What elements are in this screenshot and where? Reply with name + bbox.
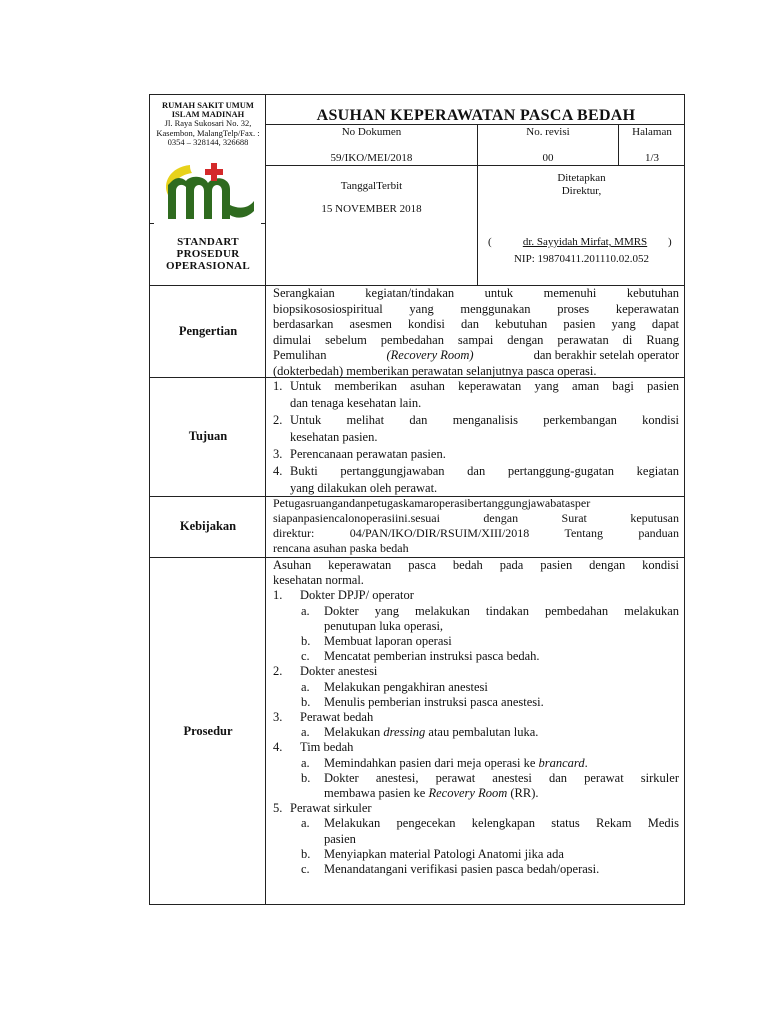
text-line: biopsikososiospiritual yang menggunakan proses keperawatan (273, 301, 679, 316)
text-line (273, 348, 679, 364)
text-line: Petugasruangandanpetugaskamaroperasibertanggungjawabatasper (273, 496, 591, 510)
text-fragment: (RR). (507, 786, 539, 801)
issue-date-value: 15 NOVEMBER 2018 (321, 203, 422, 215)
text-line: Dokter anestesi, perawat anestesi dan perawat sirkuler (324, 770, 679, 785)
doc-number-value: 59/IKO/MEI/2018 (330, 152, 413, 164)
text-fragment: membawa pasien ke (324, 786, 429, 801)
sub-item (273, 695, 679, 710)
text-line: Mencatat pemberian instruksi pasca bedah. (324, 649, 540, 664)
sop-document (149, 94, 685, 905)
text-line: (dokterbedah) memberikan perawatan selanjutnya pasca operasi. (273, 363, 597, 378)
director-paren-open: ( (488, 236, 492, 248)
group-title: Perawat bedah (300, 710, 374, 725)
procedure-group (273, 664, 679, 679)
list-number: 1. (273, 588, 283, 603)
row-divider (266, 165, 685, 166)
approved-role: Direktur, (561, 185, 602, 197)
sub-letter: a. (301, 603, 310, 618)
director-paren-close: ) (668, 236, 672, 248)
text-line: kesehatan normal. (273, 573, 364, 588)
hospital-address: Jl. Raya Sukosari No. 32, Kasembon, MalangTelp/Fax. : 0354 – 328144, 326688 (156, 118, 260, 147)
column-divider (265, 95, 266, 905)
group-title: Dokter anestesi (300, 664, 378, 679)
list-number: 3. (273, 710, 283, 725)
sop-label: STANDART PROSEDUR OPERASIONAL (166, 236, 250, 272)
list-number: 4. (273, 464, 283, 478)
page-value: 1/3 (644, 152, 660, 164)
text-line: Asuhan keperawatan pasca bedah pada pasien dengan kondisi (273, 558, 679, 572)
text-line: Menulis pemberian instruksi pasca anestesi. (324, 694, 544, 709)
sub-item (273, 847, 679, 862)
group-title: Perawat sirkuler (290, 801, 372, 816)
list-item (273, 463, 679, 497)
text-line: Membuat laporan operasi (324, 634, 452, 649)
section-content-kebijakan (273, 496, 679, 556)
list-number: 5. (273, 801, 283, 816)
sub-letter: b. (301, 634, 311, 649)
procedure-group (273, 710, 679, 725)
revision-value: 00 (542, 152, 554, 164)
group-title: Tim bedah (300, 740, 354, 755)
list-item (273, 446, 679, 463)
text-fragment: atau pembalutan luka. (425, 725, 539, 740)
section-content-tujuan (273, 378, 679, 497)
text-line (324, 725, 679, 740)
text-line: Perencanaan perawatan pasien. (290, 447, 446, 461)
text-line: Menyiapkan material Patologi Anatomi jika ada (324, 846, 564, 861)
text-fragment-italic: dressing (383, 725, 426, 740)
hospital-logo (160, 161, 260, 225)
list-number: 1. (273, 379, 283, 393)
text-line: Untuk melihat dan menganalisis perkembangan kondisi (290, 413, 679, 427)
section-content-prosedur (273, 558, 679, 877)
sub-letter: c. (301, 649, 310, 664)
logo-tick (150, 223, 154, 224)
sub-item (273, 862, 679, 877)
sub-letter: a. (301, 816, 310, 831)
section-label-tujuan: Tujuan (188, 429, 228, 443)
text-fragment-italic: (Recovery Room) (386, 348, 474, 362)
sub-item (273, 680, 679, 695)
list-number: 3. (273, 447, 283, 461)
sub-item (273, 649, 679, 664)
text-fragment: Melakukan (324, 725, 384, 740)
list-number: 4. (273, 740, 283, 755)
sub-item (273, 756, 679, 771)
text-fragment: . (584, 755, 588, 770)
text-line: berdasarkan asesmen kondisi dan kebutuhan pasien yang dapat (273, 317, 679, 331)
group-title: Dokter DPJP/ operator (300, 588, 414, 603)
doc-number-label: No Dokumen (341, 126, 402, 138)
sub-letter: c. (301, 862, 310, 877)
director-name: dr. Sayyidah Mirfat, MMRS (522, 236, 648, 248)
text-fragment: dan berakhir setelah operator (533, 348, 679, 362)
text-line: Menandatangani verifikasi pasien pasca bedah/operasi. (324, 862, 600, 877)
section-label-prosedur: Prosedur (183, 724, 233, 738)
sub-item (273, 771, 679, 801)
text-line: dan tenaga kesehatan lain. (290, 396, 422, 410)
procedure-group (273, 740, 679, 755)
text-line: pasien (324, 831, 356, 846)
text-line: Serangkaian kegiatan/tindakan untuk memenuhi kebutuhan (273, 286, 679, 300)
text-line: Untuk memberikan asuhan keperawatan yang aman bagi pasien (290, 379, 679, 393)
revision-label: No. revisi (526, 126, 570, 138)
list-number: 2. (273, 413, 283, 427)
text-line: Melakukan pengakhiran anestesi (324, 679, 488, 694)
section-content-pengertian (273, 286, 679, 379)
sub-item (273, 604, 679, 634)
text-line: direktur: 04/PAN/IKO/DIR/RSUIM/XIII/2018 Tentang panduan (273, 526, 679, 540)
text-line: kesehatan pasien. (290, 430, 378, 444)
sub-letter: a. (301, 755, 310, 770)
page-label: Halaman (632, 126, 672, 138)
text-fragment: Memindahkan pasien dari meja operasi ke (324, 755, 539, 770)
list-item (273, 412, 679, 446)
text-line: Melakukan pengecekan kelengkapan status Rekam Medis (324, 816, 679, 831)
sub-letter: b. (301, 846, 311, 861)
sub-letter: b. (301, 770, 311, 785)
director-nip: NIP: 19870411.201110.02.052 (513, 253, 650, 265)
section-label-pengertian: Pengertian (178, 324, 238, 338)
text-line: rencana asuhan paska bedah (273, 541, 409, 555)
sub-item (273, 816, 679, 846)
text-line: penutupan luka operasi, (324, 618, 444, 633)
sub-item (273, 634, 679, 649)
sub-letter: b. (301, 694, 311, 709)
text-line: Bukti pertanggungjawaban dan pertanggung-gugatan kegiatan (290, 464, 679, 478)
sub-letter: a. (301, 725, 310, 740)
text-line (324, 756, 679, 771)
hospital-name: RUMAH SAKIT UMUM ISLAM MADINAH (162, 100, 254, 119)
text-fragment: Pemulihan (273, 348, 327, 362)
text-fragment-italic: brancard (538, 755, 585, 770)
text-line (324, 786, 679, 801)
procedure-group (273, 801, 679, 816)
section-label-kebijakan: Kebijakan (179, 519, 237, 533)
text-line: siapanpasiencalonoperasiini.sesuai dengan Surat keputusan (273, 511, 679, 525)
text-line: dimulai sebelum pembedahan sampai dengan perawatan di Ruang (273, 332, 679, 347)
text-fragment-italic: Recovery Room (428, 786, 508, 801)
procedure-group (273, 588, 679, 603)
sub-item (273, 725, 679, 740)
document-title: ASUHAN KEPERAWATAN PASCA BEDAH (316, 107, 636, 124)
sub-letter: a. (301, 679, 310, 694)
text-line: Dokter yang melakukan tindakan pembedahan melakukan (324, 603, 679, 618)
list-item (273, 378, 679, 412)
logo-tick (261, 223, 265, 224)
list-number: 2. (273, 664, 283, 679)
approved-label: Ditetapkan (557, 172, 606, 184)
text-line: yang dilakukan oleh perawat. (290, 481, 438, 495)
issue-date-label: TanggalTerbit (340, 180, 403, 192)
hospital-logo-icon (160, 161, 260, 225)
